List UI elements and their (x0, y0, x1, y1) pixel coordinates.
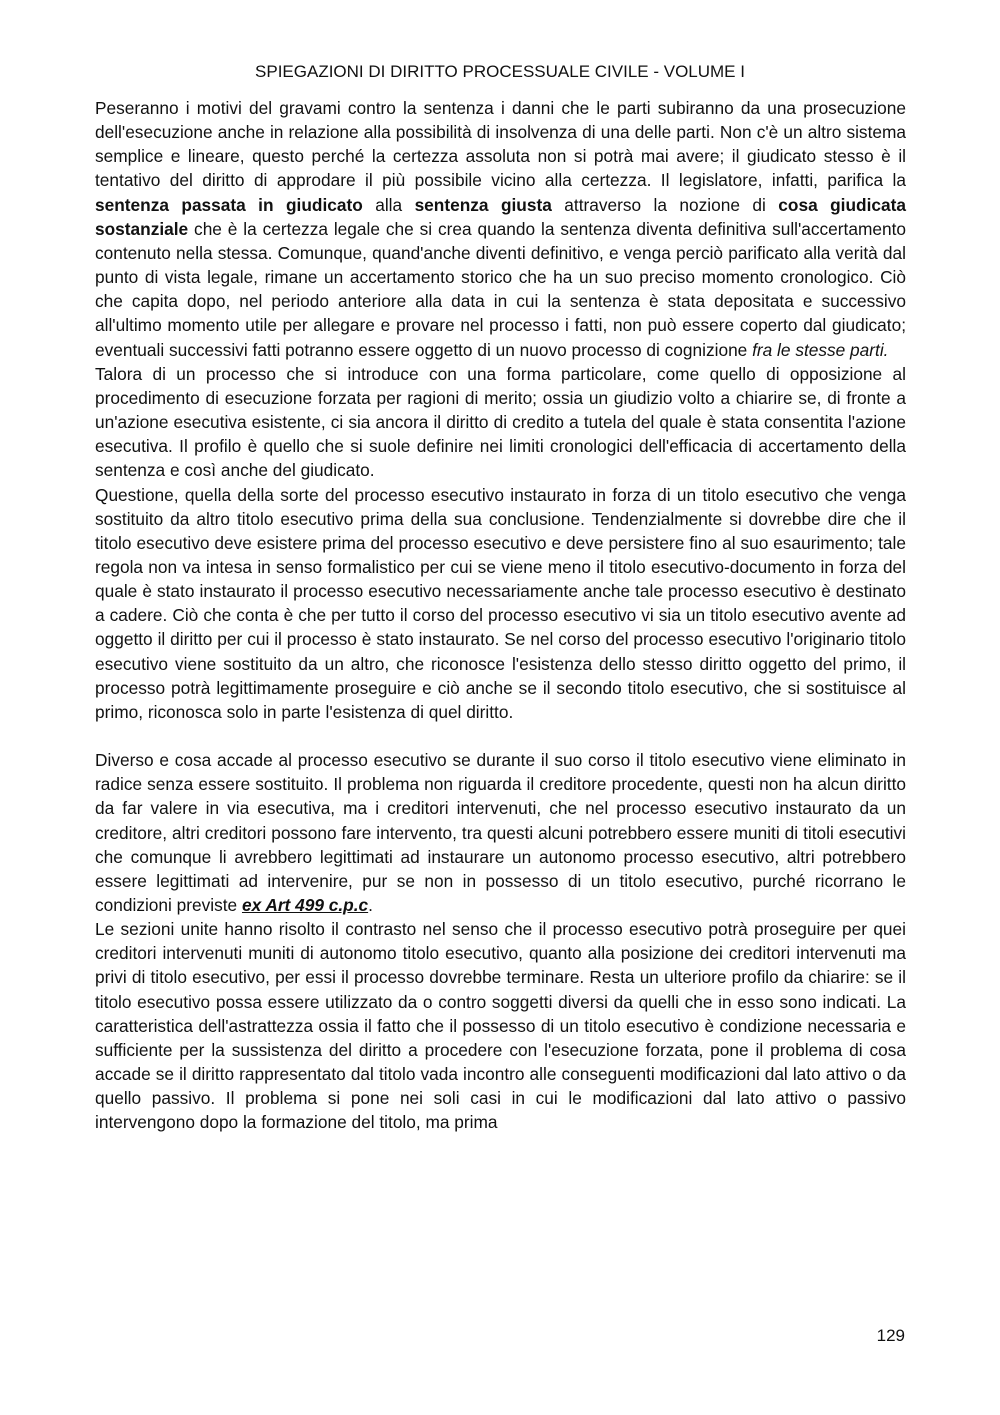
text-run: attraverso la nozione di (551, 194, 779, 215)
text-run: Diverso e cosa accade al processo esecutivo se durante il suo corso il titolo esecutivo viene eliminato in radice senza essere sostituito. Il problema non riguarda il creditore procedente, questi non ha alcun diritto da far valere in via esecutiva, ma i creditori intervenuti, che nel processo esecutivo instaurato da un creditore, altri creditori possono fare intervento, tra questi alcuni potrebbero essere muniti di titoli esecutivi che comunque li avrebbero legittimati ad instaurare un autonomo processo esecutivo, altri potrebbero essere legittimati ad intervenire, pur se non in possesso di un titolo esecutivo, purché ricorrano le condizioni previste (95, 750, 906, 915)
paragraph-4 (95, 748, 906, 917)
italic-phrase: fra le stesse parti. (752, 339, 889, 360)
text-run: che è la certezza legale che si crea quando la sentenza diventa definitiva sull'accertamento contenuto nella stessa. Comunque, quand'anche diventi definitivo, e venga perciò parificato alla verità dal punto di vista legale, rimane un accertamento storico che ha un suo preciso momento cronologico. Ciò che capita dopo, nel periodo anteriore alla data in cui la sentenza è stata depositata e successivo all'ultimo momento utile per allegare e provare nel processo i fatti, non può essere coperto dal giudicato; eventuali successivi fatti potranno essere oggetto di un nuovo processo di cognizione (95, 218, 906, 360)
bold-term: sentenza giusta (414, 194, 552, 215)
law-reference: ex Art 499 c.p.c (241, 895, 369, 915)
paragraph-2: Talora di un processo che si introduce con una forma particolare, come quello di opposizione al procedimento di esecuzione forzata per ragioni di merito; ossia un giudizio volto a chiarire se, di fronte a un'azione esecutiva esistente, ci sia ancora il diritto di credito a tutela del quale è stata consentita l'azione esecutiva. Il profilo è quello che si suole definire nei limiti cronologici dell'efficacia di accertamento della sentenza e così anche del giudicato. (95, 363, 906, 481)
body-text (95, 96, 906, 1135)
page-number: 129 (876, 1326, 905, 1345)
paragraph-3: Questione, quella della sorte del processo esecutivo instaurato in forza di un titolo esecutivo che venga sostituito da altro titolo esecutivo prima della sua conclusione. Tendenzialmente si dovrebbe dire che il titolo esecutivo deve esistere prima del processo esecutivo e deve persistere fino al suo esaurimento; tale regola non va intesa in senso formalistico per cui se viene meno il titolo esecutivo-documento in forza del quale è stato instaurato il processo esecutivo necessariamente anche tale processo esecutivo è destinato a cadere. Ciò che conta è che per tutto il corso del processo esecutivo vi sia un titolo esecutivo avente ad oggetto il diritto per cui il processo è stato instaurato. Se nel corso del processo esecutivo l'originario titolo esecutivo viene sostituito da un altro, che riconosce l'esistenza dello stesso diritto oggetto del primo, il processo potrà legittimamente proseguire e ciò anche se il secondo titolo esecutivo, che si sostituisce al primo, riconosca solo in parte l'esistenza di quel diritto. (95, 484, 906, 722)
bold-term: cosa giudicata sostanziale (95, 194, 906, 239)
paragraph-1 (95, 96, 906, 362)
paragraph-5: Le sezioni unite hanno risolto il contrasto nel senso che il processo esecutivo potrà proseguire per quei creditori intervenuti muniti di autonomo titolo esecutivo, quanto alla posizione dei creditori intervenuti ma privi di titolo esecutivo, per essi il processo dovrebbe terminare. Resta un ulteriore profilo da chiarire: se il titolo esecutivo possa essere utilizzato da o contro soggetti diversi da quelli che in esso sono indicati. La caratteristica dell'astrattezza ossia il fatto che il possesso di un titolo esecutivo è condizione necessaria e sufficiente per la sussistenza del diritto a procedere con l'esecuzione forzata, pone il problema di cosa accade se il diritto rappresentato dal titolo vada incontro alle conseguenti modificazioni dal lato attivo o da quello passivo. Il problema si pone nei soli casi in cui le modificazioni dal lato attivo o passivo intervengono dopo la formazione del titolo, ma prima (95, 919, 906, 1133)
text-run: . (368, 895, 373, 915)
text-run: alla (362, 194, 415, 215)
running-header: SPIEGAZIONI DI DIRITTO PROCESSUALE CIVILE - VOLUME I (255, 62, 745, 81)
text-run: Peseranno i motivi del gravami contro la sentenza i danni che le parti subiranno da una prosecuzione dell'esecuzione anche in relazione alla possibilità di insolvenza di una delle parti. Non c'è un altro sistema semplice e lineare, questo perché la certezza assoluta non si potrà mai avere; il giudicato stesso è il tentativo del diritto di approdare il più possibile vicino alla certezza. Il legislatore, infatti, parifica la (95, 98, 906, 191)
bold-term: sentenza passata in giudicato (95, 194, 363, 215)
